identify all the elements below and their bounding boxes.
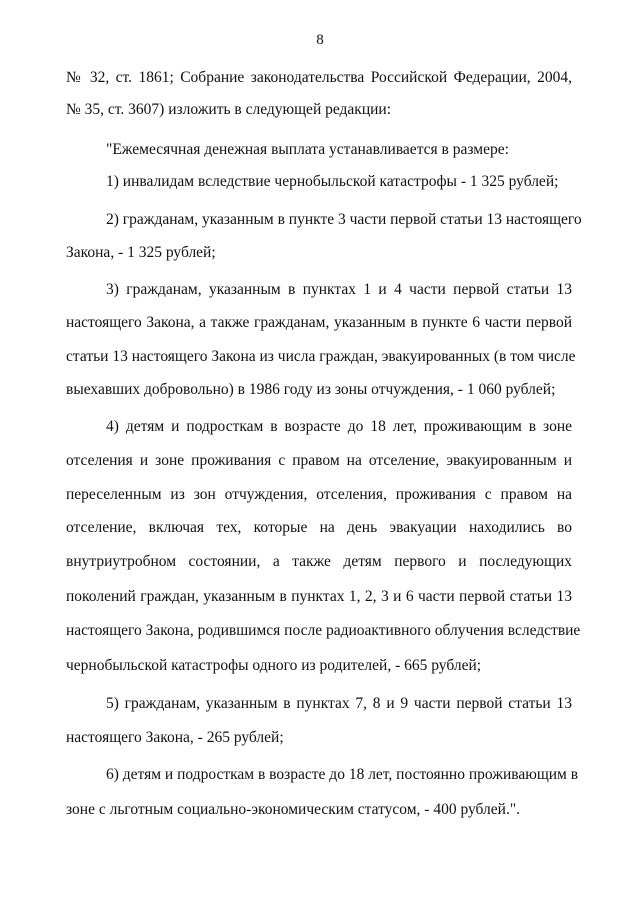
text-line: настоящего Закона, а также гражданам, указанным в пункте 6 части первой: [66, 314, 572, 331]
list-item-2: 2) гражданам, указанным в пункте 3 части первой статьи 13 настоящего: [106, 211, 582, 228]
text-line: № 35, ст. 3607) изложить в следующей редакции:: [66, 101, 392, 118]
list-item-3: 3) гражданам, указанным в пунктах 1 и 4 части первой статьи 13: [106, 281, 572, 298]
text-line: Закона, - 1 325 рублей;: [66, 244, 216, 261]
text-line: чернобыльской катастрофы одного из родителей, - 665 рублей;: [66, 657, 482, 674]
text-line: зоне с льготным социально-экономическим статусом, - 400 рублей.".: [66, 801, 521, 818]
text-line: внутриутробном состоянии, а также детям первого и последующих: [66, 553, 572, 570]
list-item-6: 6) детям и подросткам в возрасте до 18 лет, постоянно проживающим в: [106, 766, 579, 783]
page-number: 8: [316, 32, 324, 48]
text-line: поколений граждан, указанным в пунктах 1, 2, 3 и 6 части первой статьи 13: [66, 588, 572, 605]
text-line: отселение, включая тех, которые на день эвакуации находились во: [66, 519, 572, 536]
text-line: статьи 13 настоящего Закона из числа граждан, эвакуированных (в том числе: [66, 348, 576, 365]
text-line: отселения и зоне проживания с правом на отселение, эвакуированным и: [66, 452, 572, 469]
list-item-4: 4) детям и подросткам в возрасте до 18 лет, проживающим в зоне: [106, 418, 572, 435]
text-line: настоящего Закона, - 265 рублей;: [66, 729, 284, 746]
list-item-5: 5) гражданам, указанным в пунктах 7, 8 и 9 части первой статьи 13: [106, 695, 572, 712]
text-line: переселенным из зон отчуждения, отселения, проживания с правом на: [66, 486, 572, 503]
text-line: № 32, ст. 1861; Собрание законодательства Российской Федерации, 2004,: [66, 69, 572, 86]
text-line: настоящего Закона, родившимся после радиоактивного облучения вследствие: [66, 622, 581, 639]
text-line: выехавших добровольно) в 1986 году из зоны отчуждения, - 1 060 рублей;: [66, 381, 556, 398]
list-item-1: 1) инвалидам вследствие чернобыльской катастрофы - 1 325 рублей;: [106, 173, 559, 190]
text-line: "Ежемесячная денежная выплата устанавливается в размере:: [106, 141, 509, 158]
